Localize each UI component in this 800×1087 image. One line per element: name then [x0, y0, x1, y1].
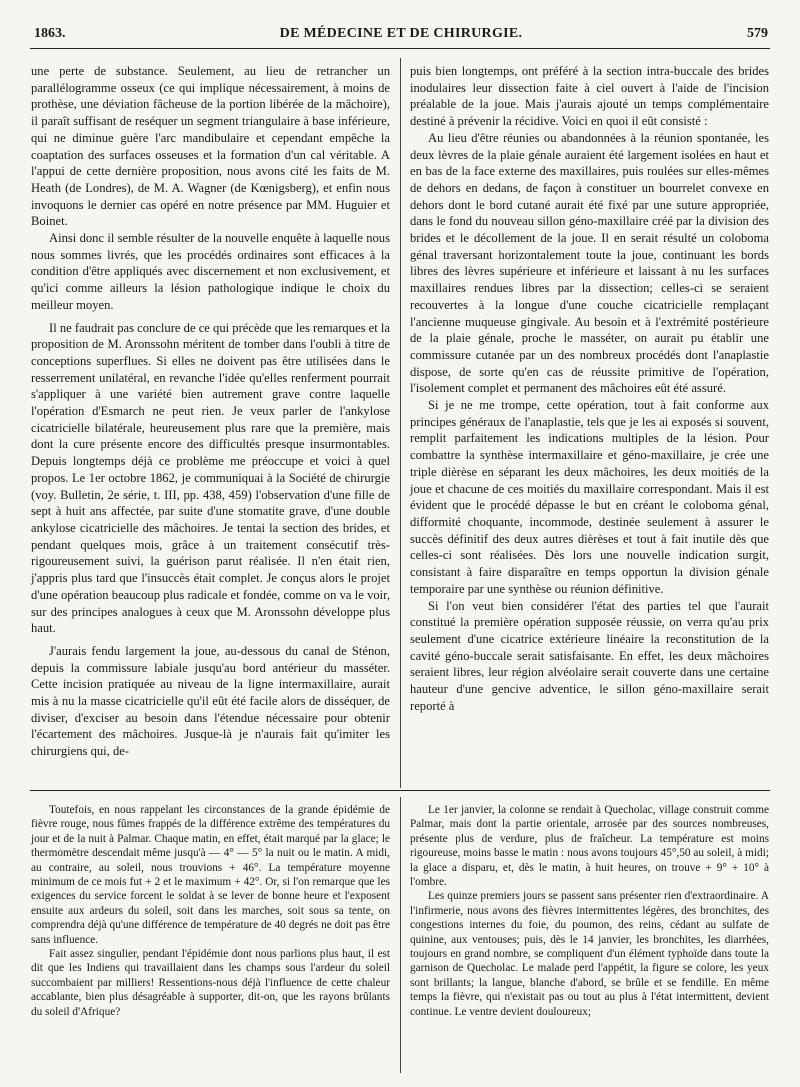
paragraph: Toutefois, en nous rappelant les circonstances de la grande épidémie de fièvre rouge, nous fûmes frappés de la différence extrême des températures du jour et de la nuit à Palmar. Chaque matin, en effet, était marqué par la glace; le thermomètre descendait même jusqu'à — 4° — 5° la nuit ou le matin. A midi, au contraire, au soleil, nous trouvions + 46°. La température moyenne minimum de ce mois fut + 2 et le maximum + 42°. Or, si l'on remarque que les exigences du service forcent le soldat à se lever de bonne heure et l'exposent ensuite aux ardeurs du soleil, soit dans les marches, soit sous sa tente, on comprendra déjà qu'une différence de température de 40 degrés ne doit pas être sans influence. — [31, 804, 390, 946]
column-top-right — [410, 63, 769, 714]
paragraph: Ainsi donc il semble résulter de la nouvelle enquête à laquelle nous nous sommes livrés, que les procédés ordinaires sont efficaces à la condition d'être appliqués avec discernement et non exclusivement, et qu'ici comme ailleurs la lésion pathologique indique le choix du meilleur moyen. — [31, 231, 390, 312]
paragraph: J'aurais fendu largement la joue, au-dessous du canal de Sténon, depuis la commissure labiale jusqu'au bord antérieur du masséter. Cette incision pratiquée au niveau de la ligne intermaxillaire, aurait mis à nu la masse cicatricielle qu'il eût été facile alors de disséquer, de diviser, d'exciser au besoin dans l'étendue nécessaire pour obtenir l'écartement des mâchoires. Jusque-là je n'aurais fait qu'imiter les chirurgiens qui, de- — [31, 643, 390, 759]
column-bottom-right — [410, 803, 769, 1019]
paragraph: une perte de substance. Seulement, au lieu de retrancher un parallélogramme osseux (ce qui implique nécessairement, à moins de prothèse, une déviation fâcheuse de la portion libérée de la mâchoire), il paraît suffisant de reséquer un segment triangulaire à base inférieure, qui ne diminue guère l'arc mandibulaire et cependant empêche la coaptation des surfaces osseuses et la formation d'un cal véritable. A l'appui de cette dernière proposition, nous avons cité les faits de M. Heath (de Londres), de M. A. Wagner (de Kœnigsberg), et enfin nous invoquons le dernier cas opéré en notre présence par MM. Huguier et Boinet. — [31, 64, 390, 229]
paragraph: Si je ne me trompe, cette opération, tout à fait conforme aux principes généraux de l'anaplastie, tels que je les ai exposés si souvent, remplit parfaitement les indications multiples de la lésion. Pour combattre la synthèse intermaxillaire et géno-maxillaire, je crée une triple dièrèse en séparant les deux mâchoires, les deux moitiés de la joue et chacune de ces moitiés du maxillaire correspondant. Mais il est évident que le procédé dépasse le but en créant le coloboma génal, difformité choquante, incommode, destinée seulement à assurer le succès définitif des deux autres dièrèses et tout à fait inutile dès que celles-ci sont réalisées. Dès lors une nouvelle indication surgit, consistant à faire disparaître en temps opportun la division génale temporaire par une synthèse ou réunion définitive. — [410, 398, 769, 596]
paragraph: Au lieu d'être réunies ou abandonnées à la réunion spontanée, les deux lèvres de la plaie génale auraient été largement isolées en haut et en bas de la face externe des maxillaires, puis roulées sur elles-mêmes de dehors en dedans, de façon à constituer un bourrelet convexe en dehors dont le bord cutané aurait été fixé par une suture appropriée, dans le fond du nouveau sillon géno-maxillaire créé par la division des brides et le décollement de la joue. Il en serait résulté un coloboma génal traversant horizontalement toute la joue, continuant les bords libres des lèvres supérieure et inférieure et laissant à nu les surfaces maxillaires rendues libres par la dissection; celles-ci se seraient recouvertes à la longue d'une couche cicatricielle remplaçant l'ancienne muqueuse gingivale. Au besoin et à l'extrémité postérieure de la plaie génale, proche le masséter, on aurait pu établir une commissure cutanée par un des nombreux procédés dont l'anaplastie dispose, de sorte qu'en cas de réussite primitive de l'opération, l'isolement complet et permanent des mâchoires eût été assuré. — [410, 130, 769, 396]
running-header — [34, 26, 768, 48]
paragraph: Les quinze premiers jours se passent sans présenter rien d'extraordinaire. A l'infirmerie, nous avons des fièvres intermittentes légères, des bronchites, des congestions internes du foie, du poumon, des reins, cédant au sulfate de quinine, aux ventouses; puis, dès le 14 janvier, les bronchites, les diarrhées, toujours en grand nombre, se compliquent d'un élément typhoïde dans toute la garnison de Quecholac. Le malade perd l'appétit, la figure se colore, les yeux sont brillants; la langue, blanche d'abord, se brûle et se fendille. En même temps la fièvre, qui n'existait pas ou tout au plus à l'état intermittent, devient continue. Le ventre devient douloureux; — [410, 890, 769, 1018]
page-number: 579 — [747, 26, 768, 41]
paragraph: Il ne faudrait pas conclure de ce qui précède que les remarques et la proposition de M. Aronssohn méritent de tomber dans l'oubli à titre de conceptions superflues. Si elles ne doivent pas être utilisées dans le resserrement unilatéral, en revanche l'idée qu'elles renferment pourrait s'appliquer à une variété bien autrement grave contre laquelle l'opération d'Esmarch ne peut rien. Je veux parler de l'ankylose cicatricielle bilatérale, heureusement plus rare que la première, mais dont la cure présente encore des difficultés presque insurmontables. Depuis longtemps déjà ce problème me préoccupe et voici à quel propos. Le 1er octobre 1862, je communiquai à la Société de chirurgie (voy. Bulletin, 2e série, t. III, pp. 438, 459) l'observation d'une fille de sept à huit ans affectée, par suite d'une stomatite grave, d'une double ankylose cicatricielle des mâchoires. Je tentai la section des brides, et pendant quelques mois, grâce à un traitement consécutif très-rigoureusement suivi, la guérison parut réalisée. Il n'en était rien, j'appris plus tard que l'insuccès était complet. Je conçus alors le projet d'une opération beaucoup plus radicale et fondée, comme on va le voir, sur des principes analogues à ceux que M. Aronssohn développe plus haut. — [31, 320, 390, 636]
column-bottom-left — [31, 803, 390, 1019]
column-top-left — [31, 63, 390, 760]
header-year: 1863. — [34, 26, 66, 41]
column-divider — [400, 58, 401, 788]
column-divider — [400, 797, 401, 1073]
paragraph: puis bien longtemps, ont préféré à la section intra-buccale des brides inodulaires leur dissection faite à ciel ouvert à l'aide de l'incision préalable de la joue. Mais j'aurais ajouté un temps complémentaire destiné à prévenir la récidive. Voici en quoi il eût consisté : — [410, 64, 769, 129]
section-rule — [30, 790, 770, 791]
paragraph: Fait assez singulier, pendant l'épidémie dont nous parlions plus haut, il est dit que les Indiens qui travaillaient dans les champs sous l'ardeur du soleil succombaient par milliers! Ressentions-nous déjà l'influence de cette chaleur accablante, bien plus désagréable à supporter, dit-on, que les rayons brûlants du soleil d'Afrique? — [31, 948, 390, 1018]
header-title: DE MÉDECINE ET DE CHIRURGIE. — [279, 26, 523, 41]
header-rule — [30, 48, 770, 49]
paragraph: Si l'on veut bien considérer l'état des parties tel que l'aurait constitué la première opération supposée réussie, on verra qu'au prix seulement d'une cicatrice extérieure linéaire la reconstitution de la cavité géno-buccale serait satisfaisante. En effet, les deux mâchoires seraient libres, leur région alvéolaire serait couverte dans une certaine hauteur d'une gencive adventice, le sillon géno-maxillaire serait reporté à — [410, 598, 769, 713]
paragraph: Le 1er janvier, la colonne se rendait à Quecholac, village construit comme Palmar, mais dont la partie orientale, arrosée par des sources nombreuses, présente plus de verdure, plus de fraîcheur. La température est moins rigoureuse, moins basse le matin : nous avons toujours 45°,50 au soleil, à midi; la glace a disparu, et, dès le matin, à huit heures, on trouve + 9° + 10° à l'ombre. — [410, 804, 769, 889]
